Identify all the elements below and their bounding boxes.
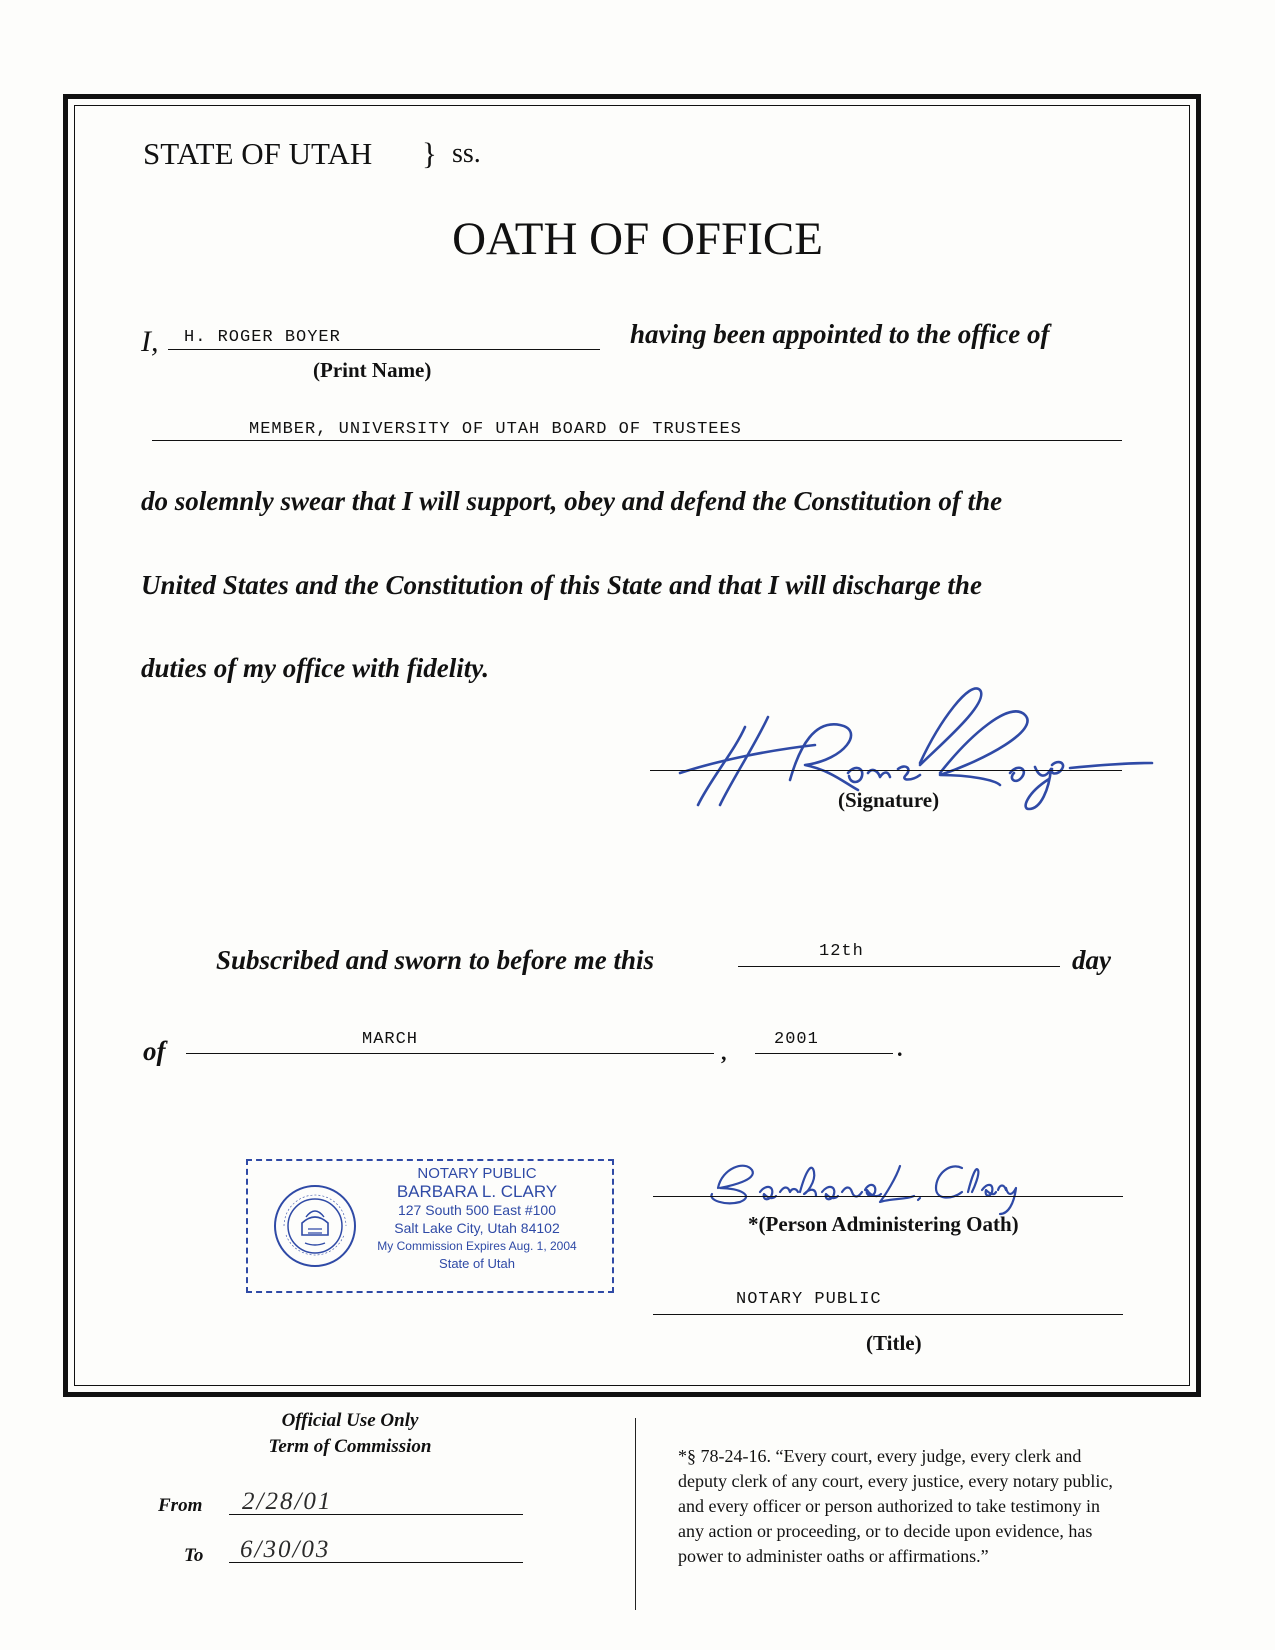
ss-label: ss. (452, 138, 481, 169)
from-value: 2/28/01 (242, 1488, 333, 1515)
footnote-line-4: any action or proceeding, or to decide upon evidence, has (678, 1521, 1093, 1541)
oath-line-2: United States and the Constitution of this State and that I will discharge the (141, 570, 982, 600)
of-label: of (143, 1036, 166, 1066)
year-line (755, 1053, 893, 1054)
state-label: STATE OF UTAH (143, 136, 373, 171)
office-line (152, 440, 1122, 441)
state-seal-icon (272, 1183, 358, 1269)
title-caption: (Title) (866, 1331, 922, 1355)
office-value: MEMBER, UNIVERSITY OF UTAH BOARD OF TRUSTEES (249, 420, 742, 439)
day-line (738, 966, 1060, 967)
page-title: OATH OF OFFICE (452, 213, 823, 265)
footnote-line-2: deputy clerk of any court, every justice, every notary public, (678, 1471, 1113, 1491)
administrator-caption: *(Person Administering Oath) (748, 1212, 1019, 1236)
title-line (653, 1314, 1123, 1315)
stamp-line-6: State of Utah (439, 1256, 515, 1271)
signature-line (650, 770, 1122, 771)
title-value: NOTARY PUBLIC (736, 1290, 882, 1309)
term-of-commission-heading: Term of Commission (268, 1436, 432, 1457)
statute-footnote (678, 1444, 1113, 1569)
oath-line-1: do solemnly swear that I will support, obey and defend the Constitution of the (141, 486, 1003, 516)
signature-caption: (Signature) (838, 788, 940, 812)
appointed-text: having been appointed to the office of (630, 319, 1050, 349)
day-label: day (1072, 945, 1111, 975)
print-name-line (168, 349, 600, 350)
to-value: 6/30/03 (240, 1536, 331, 1563)
month-line (186, 1053, 714, 1054)
signature-handwritten-text: H Roger Boyer (640, 665, 647, 666)
from-label: From (158, 1495, 203, 1516)
print-name-caption: (Print Name) (313, 358, 432, 382)
stamp-line-5: My Commission Expires Aug. 1, 2004 (377, 1239, 577, 1253)
administrator-signature-handwritten (700, 1148, 1020, 1218)
footnote-line-5: power to administer oaths or affirmations.” (678, 1546, 989, 1566)
print-name-value: H. ROGER BOYER (184, 328, 341, 347)
year-value: 2001 (774, 1030, 819, 1049)
stamp-line-4: Salt Lake City, Utah 84102 (394, 1220, 560, 1236)
subscribed-text: Subscribed and sworn to before me this (216, 945, 655, 975)
month-comma: , (721, 1040, 727, 1065)
to-label: To (184, 1545, 204, 1566)
venue-brace: } (422, 136, 437, 171)
stamp-line-3: 127 South 500 East #100 (397, 1202, 557, 1218)
oath-line-3: duties of my office with fidelity. (141, 653, 489, 683)
year-period: . (897, 1036, 903, 1061)
footer-divider (635, 1418, 636, 1610)
administrator-signature-text: Barbara L. Clary (700, 1148, 707, 1149)
i-label: I, (141, 325, 159, 358)
official-use-heading: Official Use Only (281, 1410, 419, 1431)
footnote-line-3: and every officer or person authorized to take testimony in (678, 1496, 1101, 1516)
footnote-line-1: *§ 78-24-16. “Every court, every judge, every clerk and (678, 1446, 1082, 1466)
stamp-line-1: NOTARY PUBLIC (417, 1165, 537, 1182)
stamp-line-2: BARBARA L. CLARY (396, 1182, 558, 1201)
day-value: 12th (819, 942, 864, 961)
month-value: MARCH (362, 1030, 419, 1049)
notary-stamp (246, 1159, 614, 1293)
to-line (229, 1562, 523, 1563)
from-line (229, 1514, 523, 1515)
administrator-line (653, 1196, 1123, 1197)
